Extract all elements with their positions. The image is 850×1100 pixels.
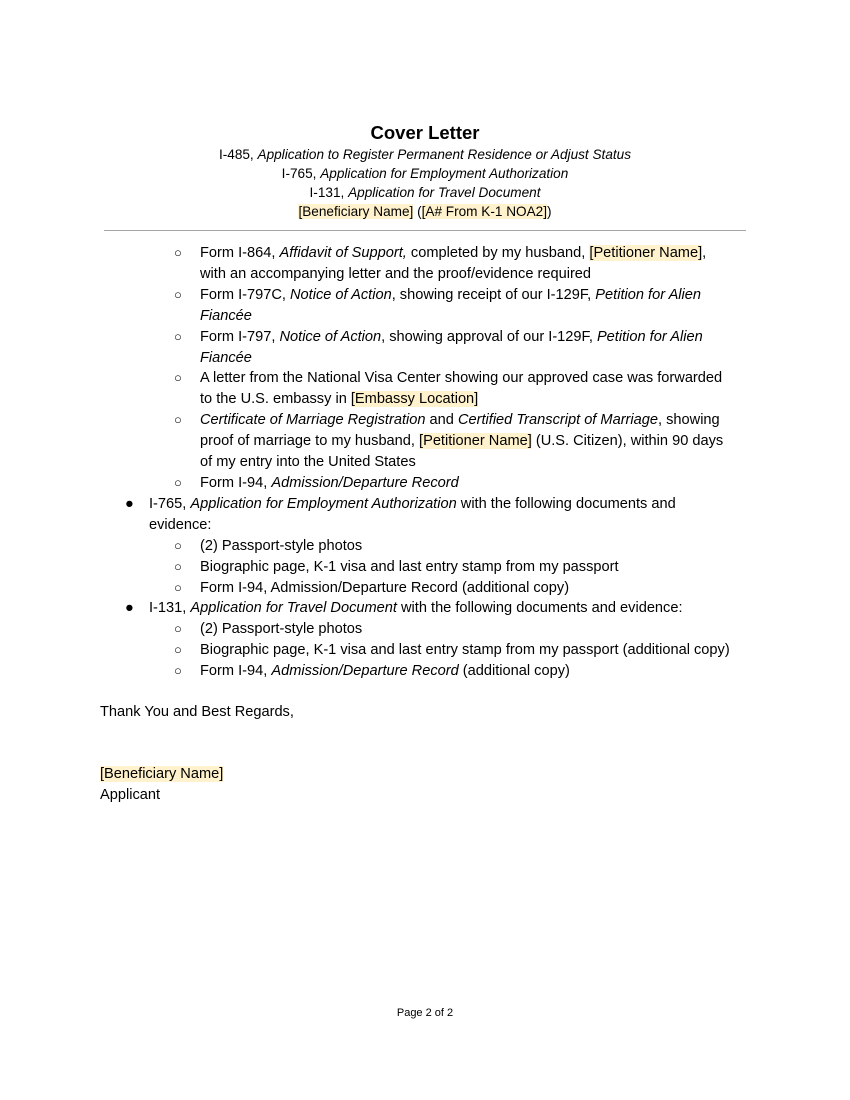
- list-item-i797: ○ Form I-797, Notice of Action, showing approval of our I-129F, Petition for Alien Fiancée: [174, 328, 703, 366]
- list-item-i765-bio: ○ Biographic page, K-1 visa and last entry stamp from my passport: [0, 557, 850, 578]
- hollow-bullet-icon: ○: [174, 370, 182, 386]
- header-line-i765: I-765, Application for Employment Authorization: [281, 166, 569, 181]
- list-item-i131: ● I-131, Application for Travel Document with the following documents and evidence:: [0, 598, 850, 619]
- hollow-bullet-icon: ○: [174, 245, 182, 260]
- list-item-i131-i94: ○ Form I-94, Admission/Departure Record (additional copy): [0, 661, 850, 682]
- signature-name-placeholder: [Beneficiary Name]: [100, 766, 224, 782]
- page-number: Page 2 of 2: [396, 1007, 454, 1019]
- document-list: [0, 243, 850, 682]
- petitioner-name-placeholder: [Petitioner Name]: [589, 245, 703, 261]
- header-beneficiary-line: [Beneficiary Name] ([A# From K-1 NOA2]): [298, 204, 552, 219]
- header-line-i485: I-485, Application to Register Permanent Residence or Adjust Status: [218, 147, 632, 162]
- petitioner-name-placeholder: [Petitioner Name]: [419, 433, 532, 450]
- signature-role: Applicant: [100, 786, 161, 803]
- list-item-i131-photos: ○ (2) Passport-style photos: [0, 619, 850, 640]
- hollow-bullet-icon: ○: [174, 579, 182, 595]
- hollow-bullet-icon: ○: [174, 474, 182, 490]
- list-item-i864: ○ Form I-864, Affidavit of Support, completed by my husband, [Petitioner Name], with an accompanying letter and the proof/evidence required: [174, 245, 707, 282]
- bullet-icon: ●: [125, 600, 134, 617]
- list-item-i94: ○ Form I-94, Admission/Departure Record: [0, 473, 850, 494]
- beneficiary-name-placeholder: [Beneficiary Name]: [298, 204, 414, 219]
- hollow-bullet-icon: ○: [174, 558, 182, 574]
- closing-line: Thank You and Best Regards,: [100, 704, 294, 720]
- embassy-location-placeholder: [Embassy Location]: [350, 391, 479, 408]
- list-item-i765-i94: ○ Form I-94, Admission/Departure Record (additional copy): [0, 578, 850, 599]
- list-item-i765-photos: ○ (2) Passport-style photos: [0, 536, 850, 557]
- list-item-nvc-letter: ○ A letter from the National Visa Center showing our approved case was forwarded to the U.S. embassy in [Embassy Location]: [174, 370, 723, 408]
- header-divider: [104, 230, 746, 231]
- hollow-bullet-icon: ○: [174, 286, 182, 302]
- hollow-bullet-icon: ○: [174, 621, 182, 637]
- list-item-i797c: ○ Form I-797C, Notice of Action, showing receipt of our I-129F, Petition for Alien Fiancée: [174, 286, 702, 324]
- list-item-marriage: ○ Certificate of Marriage Registration and Certified Transcript of Marriage, showing proof of marriage to my husband, [Petitioner Name] (U.S. Citizen), within 90 days of my entry into the United States: [174, 412, 724, 471]
- list-item-i131-bio: ○ Biographic page, K-1 visa and last entry stamp from my passport (additional copy): [0, 640, 850, 661]
- hollow-bullet-icon: ○: [174, 663, 182, 679]
- letter-header: [0, 121, 850, 221]
- signature-block: [100, 764, 223, 806]
- list-item-i765: ● I-765, Application for Employment Authorization with the following documents and evidence:: [125, 495, 676, 533]
- hollow-bullet-icon: ○: [174, 328, 182, 344]
- bullet-icon: ●: [125, 495, 134, 512]
- hollow-bullet-icon: ○: [174, 642, 182, 658]
- hollow-bullet-icon: ○: [174, 412, 182, 428]
- a-number-placeholder: [A# From K-1 NOA2]: [421, 204, 548, 219]
- header-line-i131: I-131, Application for Travel Document: [309, 185, 541, 200]
- page-title: Cover Letter: [370, 122, 480, 143]
- hollow-bullet-icon: ○: [174, 537, 182, 553]
